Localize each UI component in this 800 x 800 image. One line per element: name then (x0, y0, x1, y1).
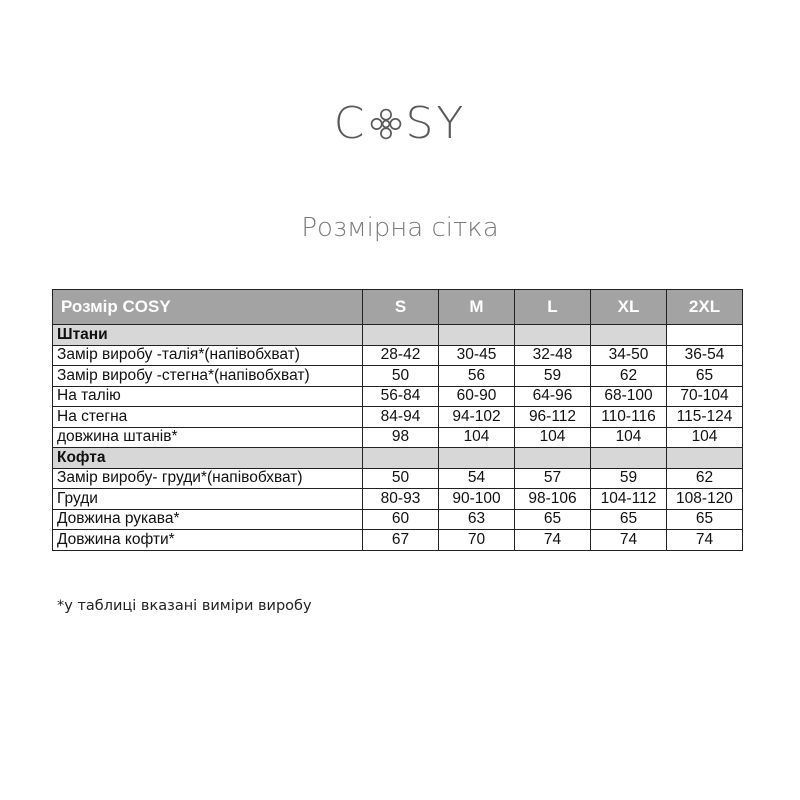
header-size-s: S (363, 290, 439, 325)
table-cell: 60 (363, 509, 439, 530)
table-row (53, 530, 743, 551)
table-row (53, 386, 743, 407)
table-row (53, 345, 743, 366)
table-cell: 60-90 (439, 386, 515, 407)
table-cell: 54 (439, 468, 515, 489)
table-cell: 80-93 (363, 489, 439, 510)
table-row (53, 366, 743, 387)
section-row-jacket (53, 448, 743, 469)
table-cell: 104 (591, 427, 667, 448)
page-subtitle: Розмірна сітка (301, 213, 499, 243)
table-cell: 28-42 (363, 345, 439, 366)
row-label: На стегна (53, 407, 363, 428)
table-row (53, 489, 743, 510)
table-cell: 74 (515, 530, 591, 551)
knot-icon (369, 107, 403, 141)
table-cell: 67 (363, 530, 439, 551)
table-cell: 57 (515, 468, 591, 489)
table-cell: 90-100 (439, 489, 515, 510)
row-label: Довжина кофти* (53, 530, 363, 551)
size-table (52, 289, 743, 551)
table-cell: 104 (667, 427, 743, 448)
table-cell: 62 (591, 366, 667, 387)
row-label: Замір виробу -стегна*(напівобхват) (53, 366, 363, 387)
row-label: Замір виробу -талія*(напівобхват) (53, 345, 363, 366)
table-cell: 70-104 (667, 386, 743, 407)
section-row-pants (53, 325, 743, 346)
table-cell: 70 (439, 530, 515, 551)
table-cell: 108-120 (667, 489, 743, 510)
row-label: Груди (53, 489, 363, 510)
table-cell: 56 (439, 366, 515, 387)
header-size-2xl: 2XL (667, 290, 743, 325)
table-cell: 32-48 (515, 345, 591, 366)
table-cell: 84-94 (363, 407, 439, 428)
table-cell: 64-96 (515, 386, 591, 407)
table-cell: 30-45 (439, 345, 515, 366)
table-row (53, 427, 743, 448)
table-row (53, 509, 743, 530)
row-label: Довжина рукава* (53, 509, 363, 530)
table-row (53, 468, 743, 489)
table-cell: 59 (515, 366, 591, 387)
header-size-xl: XL (591, 290, 667, 325)
logo-letters-sy: SY (405, 98, 467, 149)
table-cell: 65 (515, 509, 591, 530)
row-label: довжина штанів* (53, 427, 363, 448)
table-cell: 50 (363, 468, 439, 489)
table-cell: 98-106 (515, 489, 591, 510)
table-cell: 65 (667, 366, 743, 387)
table-cell: 63 (439, 509, 515, 530)
table-cell: 104-112 (591, 489, 667, 510)
table-cell: 96-112 (515, 407, 591, 428)
row-label: Замір виробу- груди*(напівобхват) (53, 468, 363, 489)
table-cell: 104 (439, 427, 515, 448)
table-cell: 62 (667, 468, 743, 489)
footnote: *у таблиці вказані виміри виробу (57, 598, 312, 614)
table-cell: 56-84 (363, 386, 439, 407)
header-size-label: Розмір COSY (53, 290, 363, 325)
table-cell: 115-124 (667, 407, 743, 428)
table-cell: 98 (363, 427, 439, 448)
table-cell: 94-102 (439, 407, 515, 428)
section-title: Штани (53, 325, 363, 346)
table-cell: 59 (591, 468, 667, 489)
table-cell: 104 (515, 427, 591, 448)
table-cell: 50 (363, 366, 439, 387)
table-cell: 110-116 (591, 407, 667, 428)
table-cell: 74 (667, 530, 743, 551)
section-title: Кофта (53, 448, 363, 469)
table-cell: 68-100 (591, 386, 667, 407)
table-cell: 74 (591, 530, 667, 551)
header-size-l: L (515, 290, 591, 325)
row-label: На талію (53, 386, 363, 407)
header-size-m: M (439, 290, 515, 325)
table-cell: 34-50 (591, 345, 667, 366)
logo-letter-c: C (333, 98, 368, 149)
size-header-row (53, 290, 743, 325)
table-cell: 36-54 (667, 345, 743, 366)
table-cell: 65 (667, 509, 743, 530)
brand-logo (0, 98, 800, 149)
table-cell: 65 (591, 509, 667, 530)
table-row (53, 407, 743, 428)
